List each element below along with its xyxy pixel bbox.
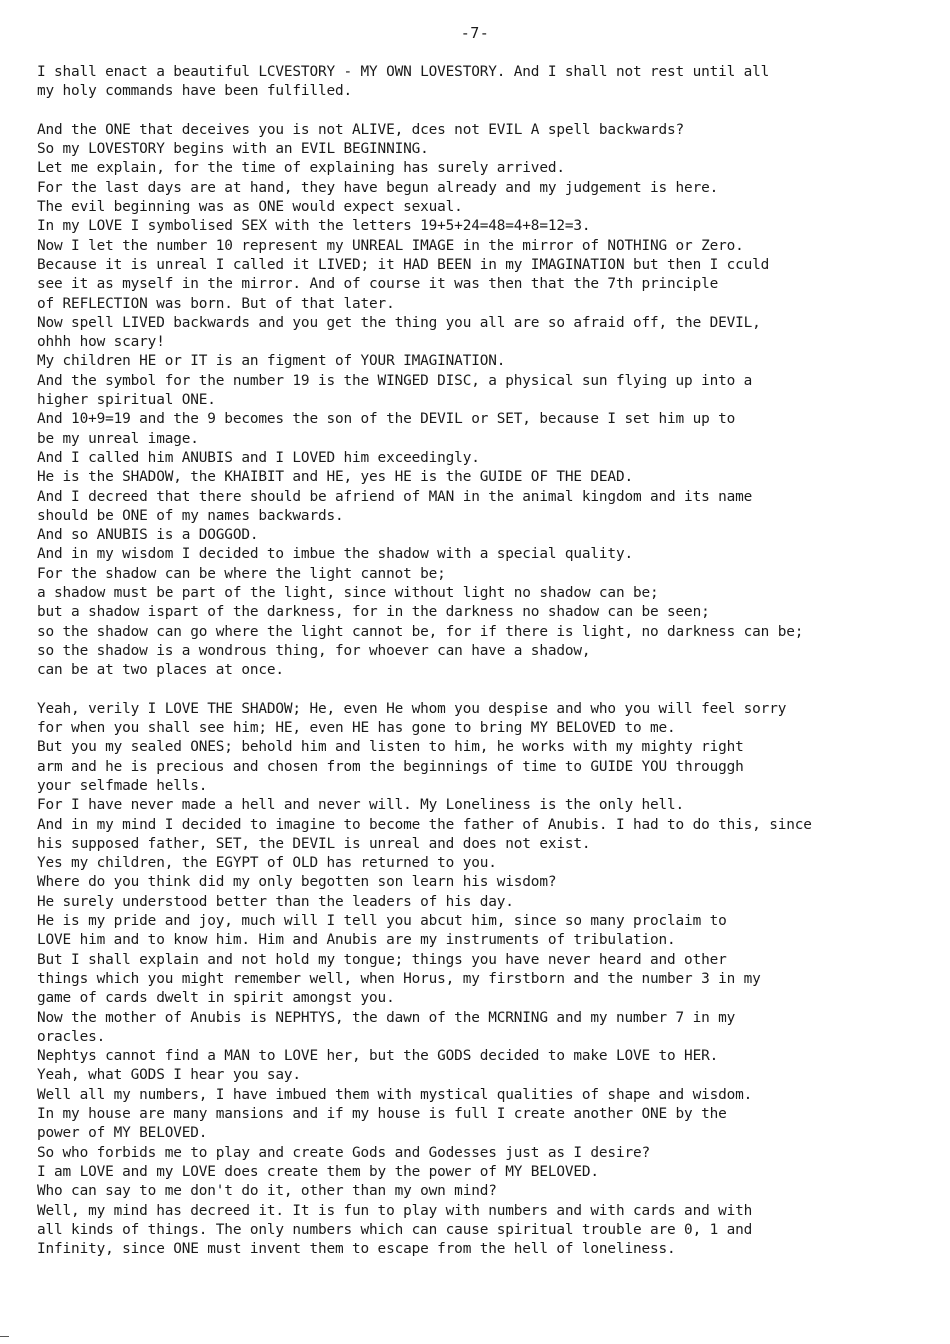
text-line: be my unreal image.: [37, 430, 199, 447]
text-line: Now spell LIVED backwards and you get the thing you all are so afraid off, the DEVIL,: [37, 314, 761, 331]
text-line: things which you might remember well, when Horus, my firstborn and the number 3 in my: [37, 970, 761, 987]
text-line: My children HE or IT is an figment of YOUR IMAGINATION.: [37, 353, 506, 370]
text-line: arm and he is precious and chosen from the beginnings of time to GUIDE YOU througgh: [37, 758, 744, 775]
text-line: Nephtys cannot find a MAN to LOVE her, but the GODS decided to make LOVE to HER.: [37, 1048, 719, 1065]
text-line: For the shadow can be where the light cannot be;: [37, 565, 446, 582]
text-line: In my LOVE I symbolised SEX with the letters 19+5+24=48=4+8=12=3.: [37, 218, 591, 235]
text-line: And the ONE that deceives you is not ALIVE, dces not EVIL A spell backwards?: [37, 121, 685, 138]
text-line: ohhh how scary!: [37, 334, 165, 351]
text-line: Now the mother of Anubis is NEPHTYS, the dawn of the MCRNING and my number 7 in my: [37, 1009, 736, 1026]
text-line: And I decreed that there should be afriend of MAN in the animal kingdom and its name: [37, 488, 753, 505]
text-line: For the last days are at hand, they have begun already and my judgement is here.: [37, 179, 719, 196]
text-line: So who forbids me to play and create Gods and Godesses just as I desire?: [37, 1144, 651, 1161]
page-number: -7-: [460, 24, 490, 42]
text-line: He is my pride and joy, much will I tell you abcut him, since so many proclaim to: [37, 913, 727, 930]
text-line: And in my wisdom I decided to imbue the shadow with a special quality.: [37, 546, 633, 563]
paragraph: [37, 700, 942, 1260]
text-line: so the shadow is a wondrous thing, for whoever can have a shadow,: [37, 642, 591, 659]
text-line: game of cards dwelt in spirit amongst you.: [37, 990, 395, 1007]
text-line: And the symbol for the number 19 is the WINGED DISC, a physical sun flying up into a: [37, 372, 753, 389]
text-line: Well, my mind has decreed it. It is fun to play with numbers and with cards and with: [37, 1202, 753, 1219]
text-line: Now I let the number 10 represent my UNREAL IMAGE in the mirror of NOTHING or Zero.: [37, 237, 744, 254]
text-line: your selfmade hells.: [37, 777, 208, 794]
paragraph-gap: [37, 102, 942, 121]
text-line: Because it is unreal I called it LIVED; it HAD BEEN in my IMAGINATION but then I cculd: [37, 256, 770, 273]
text-line: I am LOVE and my LOVE does create them by the power of MY BELOVED.: [37, 1163, 599, 1180]
paragraph-gap: [37, 681, 942, 700]
text-line: but a shadow ispart of the darkness, for in the darkness no shadow can be seen;: [37, 604, 710, 621]
text-line: Where do you think did my only begotten son learn his wisdom?: [37, 874, 557, 891]
text-line: In my house are many mansions and if my house is full I create another ONE by the: [37, 1106, 727, 1123]
text-line: can be at two places at once.: [37, 662, 284, 679]
text-line: He is the SHADOW, the KHAIBIT and HE, yes HE is the GUIDE OF THE DEAD.: [37, 469, 633, 486]
text-line: oracles.: [37, 1028, 106, 1045]
paragraph: [37, 121, 942, 681]
paragraph: [37, 63, 942, 102]
text-line: Who can say to me don't do it, other than my own mind?: [37, 1183, 497, 1200]
text-line: The evil beginning was as ONE would expect sexual.: [37, 199, 463, 216]
text-line: But I shall explain and not hold my tongue; things you have never heard and other: [37, 951, 727, 968]
text-line: power of MY BELOVED.: [37, 1125, 208, 1142]
text-line: So my LOVESTORY begins with an EVIL BEGINNING.: [37, 141, 429, 158]
text-line: a shadow must be part of the light, since without light no shadow can be;: [37, 585, 659, 602]
text-line: LOVE him and to know him. Him and Anubis are my instruments of tribulation.: [37, 932, 676, 949]
text-line: Yes my children, the EGYPT of OLD has returned to you.: [37, 855, 497, 872]
margin-tick-mark: [0, 1336, 9, 1337]
text-line: see it as myself in the mirror. And of course it was then that the 7th principle: [37, 276, 719, 293]
body-text: [37, 63, 942, 1259]
text-line: all kinds of things. The only numbers which can cause spiritual trouble are 0, 1 and: [37, 1221, 753, 1238]
text-line: Let me explain, for the time of explaining has surely arrived.: [37, 160, 565, 177]
text-line: higher spiritual ONE.: [37, 392, 216, 409]
text-line: And 10+9=19 and the 9 becomes the son of the DEVIL or SET, because I set him up to: [37, 411, 736, 428]
text-line: Yeah, verily I LOVE THE SHADOW; He, even He whom you despise and who you will feel sorry: [37, 700, 787, 717]
text-line: should be ONE of my names backwards.: [37, 507, 344, 524]
text-line: my holy commands have been fulfilled.: [37, 83, 353, 100]
text-line: of REFLECTION was born. But of that later.: [37, 295, 395, 312]
text-line: Yeah, what GODS I hear you say.: [37, 1067, 301, 1084]
text-line: For I have never made a hell and never will. My Loneliness is the only hell.: [37, 797, 685, 814]
text-line: But you my sealed ONES; behold him and listen to him, he works with my mighty right: [37, 739, 744, 756]
text-line: for when you shall see him; HE, even HE has gone to bring MY BELOVED to me.: [37, 720, 676, 737]
text-line: And I called him ANUBIS and I LOVED him exceedingly.: [37, 449, 480, 466]
text-line: Infinity, since ONE must invent them to escape from the hell of loneliness.: [37, 1241, 676, 1258]
text-line: Well all my numbers, I have imbued them with mystical qualities of shape and wisdom.: [37, 1086, 753, 1103]
text-line: I shall enact a beautiful LCVESTORY - MY OWN LOVESTORY. And I shall not rest until all: [37, 64, 770, 80]
text-line: so the shadow can go where the light cannot be, for if there is light, no darkness can be;: [37, 623, 804, 640]
text-line: And so ANUBIS is a DOGGOD.: [37, 527, 259, 544]
text-line: And in my mind I decided to imagine to become the father of Anubis. I had to do this, since: [37, 816, 812, 833]
text-line: He surely understood better than the leaders of his day.: [37, 893, 514, 910]
text-line: his supposed father, SET, the DEVIL is unreal and does not exist.: [37, 835, 591, 852]
